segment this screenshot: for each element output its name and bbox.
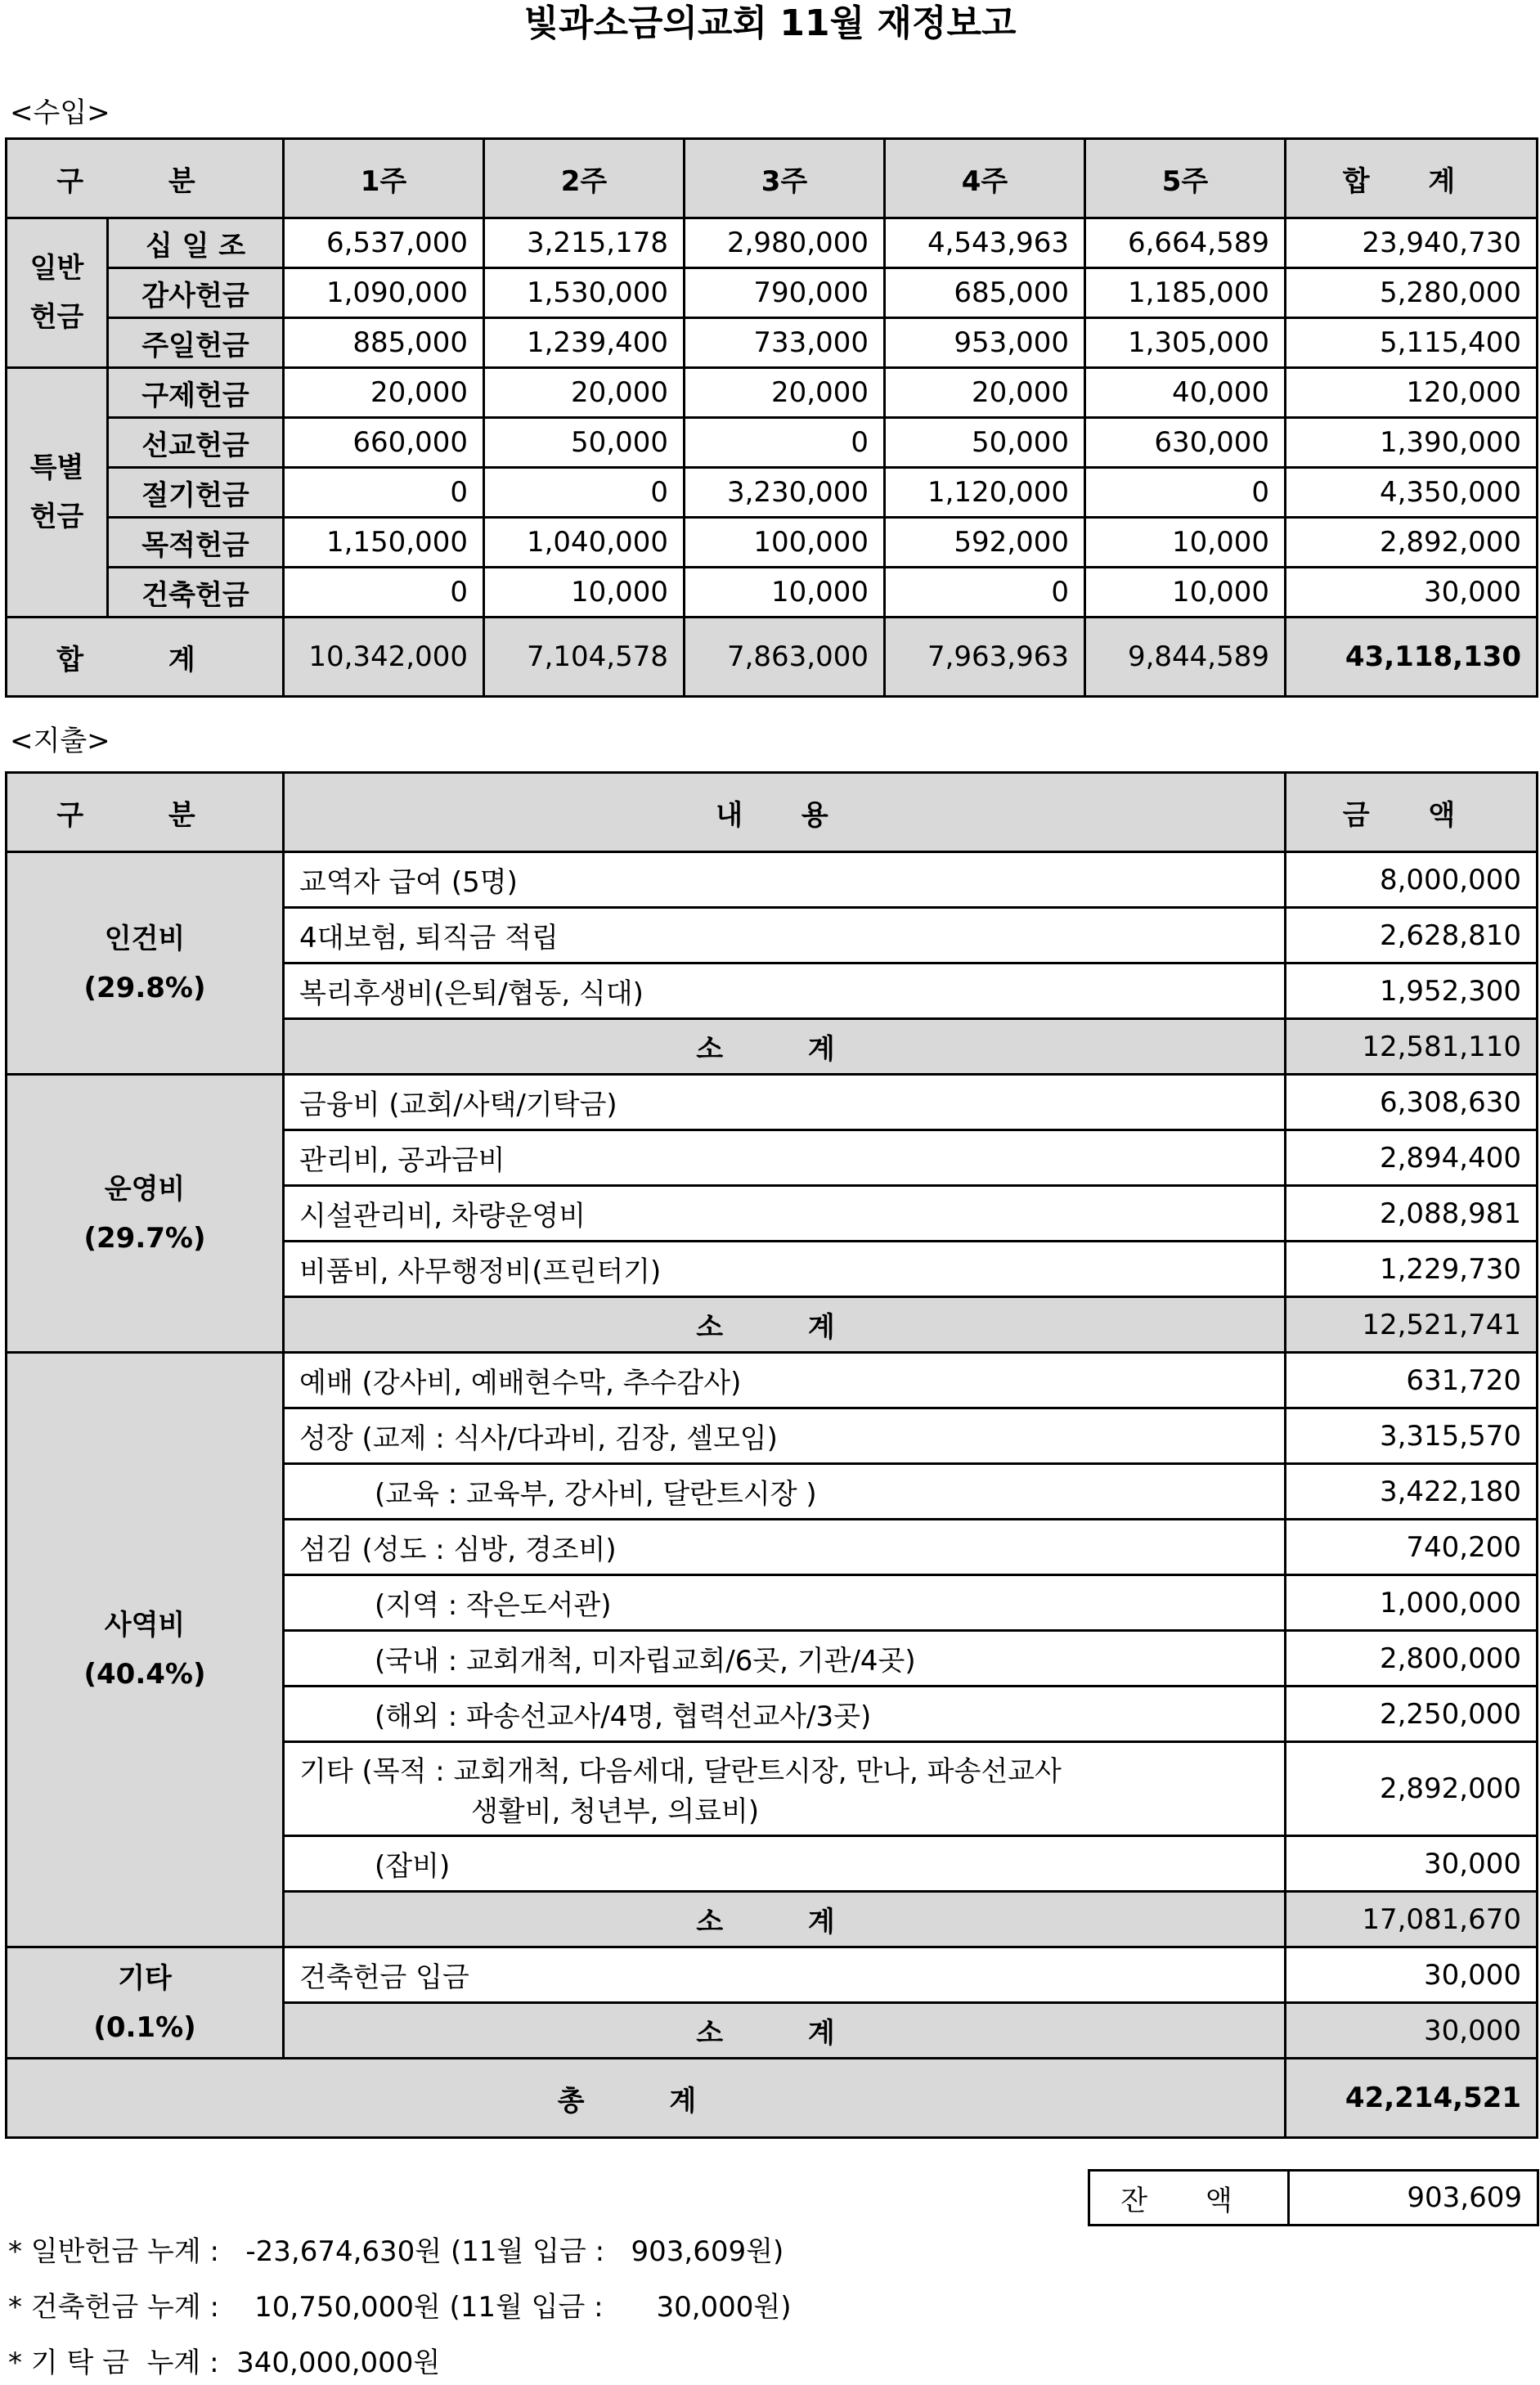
item-text: 섬김 (성도 : 심방, 경조비) [284, 1520, 1286, 1575]
cell-row-total: 2,892,000 [1286, 518, 1538, 568]
cell-value: 1,305,000 [1085, 318, 1286, 368]
grand-total-row [7, 2059, 1538, 2138]
col-header-week2: 2주 [484, 139, 685, 218]
item-text: 교역자 급여 (5명) [284, 852, 1286, 908]
row-label: 구제헌금 [108, 368, 284, 418]
income-section-label: <수입> [10, 97, 110, 129]
cell-value: 6,537,000 [284, 218, 484, 268]
cell-value: 20,000 [885, 368, 1085, 418]
item-text: 4대보험, 퇴직금 적립 [284, 908, 1286, 963]
row-label: 절기헌금 [108, 468, 284, 518]
cell-row-total: 5,115,400 [1286, 318, 1538, 368]
total-week3: 7,863,000 [685, 618, 885, 697]
item-amount: 1,952,300 [1286, 963, 1538, 1019]
cell-value: 953,000 [885, 318, 1085, 368]
cell-value: 0 [1085, 468, 1286, 518]
col-header-total: 합 계 [1286, 139, 1538, 218]
page-title: 빛과소금의교회 11월 재정보고 [523, 2, 1017, 44]
item-amount: 631,720 [1286, 1353, 1538, 1408]
table-row [7, 568, 1538, 618]
grand-total-amount: 42,214,521 [1286, 2059, 1538, 2138]
total-week5: 9,844,589 [1085, 618, 1286, 697]
item-amount: 2,894,400 [1286, 1130, 1538, 1186]
table-row [7, 1075, 1538, 1130]
item-amount: 2,800,000 [1286, 1631, 1538, 1687]
expense-section-label: <지출> [10, 725, 110, 757]
item-text: 관리비, 공과금비 [284, 1130, 1286, 1186]
category-pct: (0.1%) [93, 2010, 196, 2044]
item-amount: 2,088,981 [1286, 1186, 1538, 1242]
income-table [5, 137, 1538, 698]
balance-value: 903,609 [1289, 2171, 1538, 2226]
category-operations [7, 1075, 284, 1353]
cell-value: 1,530,000 [484, 268, 685, 318]
cell-value: 10,000 [484, 568, 685, 618]
cell-value: 733,000 [685, 318, 885, 368]
cell-value: 1,185,000 [1085, 268, 1286, 318]
subtotal-label: 소 계 [284, 2003, 1286, 2059]
col-header-amount: 금 액 [1286, 773, 1538, 852]
item-text: 금융비 (교회/사택/기탁금) [284, 1075, 1286, 1130]
cell-value: 660,000 [284, 418, 484, 468]
cell-value: 685,000 [885, 268, 1085, 318]
cell-value: 100,000 [685, 518, 885, 568]
total-week4: 7,963,963 [885, 618, 1085, 697]
total-row [7, 618, 1538, 697]
subtotal-label: 소 계 [284, 1297, 1286, 1353]
total-week1: 10,342,000 [284, 618, 484, 697]
row-label: 건축헌금 [108, 568, 284, 618]
category-name: 사역비 [104, 1609, 186, 1642]
note-deposit-cumulative: * 기 탁 금 누계 : 340,000,000원 [8, 2347, 441, 2379]
cell-row-total: 30,000 [1286, 568, 1538, 618]
cell-value: 2,980,000 [685, 218, 885, 268]
cell-row-total: 4,350,000 [1286, 468, 1538, 518]
category-ministry [7, 1353, 284, 1947]
subtotal-amount: 12,581,110 [1286, 1019, 1538, 1075]
table-row [7, 418, 1538, 468]
item-text: 성장 (교제 : 식사/다과비, 김장, 셀모임) [284, 1408, 1286, 1464]
col-header-week4: 4주 [885, 139, 1085, 218]
total-row-label: 합 계 [7, 618, 284, 697]
table-row [7, 1947, 1538, 2003]
table-row [7, 368, 1538, 418]
item-text: (해외 : 파송선교사/4명, 협력선교사/3곳) [284, 1687, 1286, 1742]
item-text: 예배 (강사비, 예배현수막, 추수감사) [284, 1353, 1286, 1408]
balance-label: 잔 액 [1089, 2171, 1289, 2226]
category-pct: (29.7%) [83, 1221, 206, 1255]
subtotal-label: 소 계 [284, 1892, 1286, 1947]
cell-value: 4,543,963 [885, 218, 1085, 268]
category-personnel [7, 852, 284, 1075]
item-text: (잡비) [284, 1836, 1286, 1892]
col-header-week3: 3주 [685, 139, 885, 218]
item-amount: 30,000 [1286, 1836, 1538, 1892]
table-row [7, 318, 1538, 368]
expense-table [5, 771, 1538, 2139]
item-text: (지역 : 작은도서관) [284, 1575, 1286, 1631]
cell-value: 50,000 [885, 418, 1085, 468]
item-amount: 2,628,810 [1286, 908, 1538, 963]
table-row [7, 268, 1538, 318]
item-amount: 2,892,000 [1286, 1742, 1538, 1836]
row-label: 십 일 조 [108, 218, 284, 268]
category-pct: (29.8%) [83, 971, 206, 1004]
col-header-content: 내 용 [284, 773, 1286, 852]
subtotal-amount: 17,081,670 [1286, 1892, 1538, 1947]
cell-value: 885,000 [284, 318, 484, 368]
total-week2: 7,104,578 [484, 618, 685, 697]
table-row [7, 1353, 1538, 1408]
item-amount: 3,315,570 [1286, 1408, 1538, 1464]
cell-value: 592,000 [885, 518, 1085, 568]
item-text: 복리후생비(은퇴/협동, 식대) [284, 963, 1286, 1019]
item-amount: 740,200 [1286, 1520, 1538, 1575]
row-label: 선교헌금 [108, 418, 284, 468]
cell-value: 1,120,000 [885, 468, 1085, 518]
item-text: 시설관리비, 차량운영비 [284, 1186, 1286, 1242]
row-label: 주일헌금 [108, 318, 284, 368]
item-amount: 1,229,730 [1286, 1242, 1538, 1297]
note-building-cumulative: * 건축헌금 누계 : 10,750,000원 (11월 입금 : 30,000원) [8, 2291, 792, 2324]
table-row [7, 518, 1538, 568]
category-name: 기타 [118, 1961, 172, 1995]
cell-value: 10,000 [1085, 518, 1286, 568]
item-text-line1: 기타 (목적 : 교회개척, 다음세대, 달란트시장, 만나, 파송선교사 [299, 1755, 1062, 1788]
item-amount: 2,250,000 [1286, 1687, 1538, 1742]
item-text: (교육 : 교육부, 강사비, 달란트시장 ) [284, 1464, 1286, 1520]
cell-value: 3,230,000 [685, 468, 885, 518]
cell-value: 6,664,589 [1085, 218, 1286, 268]
subtotal-amount: 12,521,741 [1286, 1297, 1538, 1353]
cell-row-total: 23,940,730 [1286, 218, 1538, 268]
item-amount: 8,000,000 [1286, 852, 1538, 908]
subtotal-amount: 30,000 [1286, 2003, 1538, 2059]
col-header-category: 구 분 [7, 773, 284, 852]
group-label-special: 특별 헌금 [7, 368, 108, 618]
col-header-category: 구 분 [7, 139, 284, 218]
cell-value: 20,000 [685, 368, 885, 418]
cell-row-total: 1,390,000 [1286, 418, 1538, 468]
item-text: (국내 : 교회개척, 미자립교회/6곳, 기관/4곳) [284, 1631, 1286, 1687]
row-label: 목적헌금 [108, 518, 284, 568]
item-amount: 6,308,630 [1286, 1075, 1538, 1130]
item-amount: 3,422,180 [1286, 1464, 1538, 1520]
income-grand-total: 43,118,130 [1286, 618, 1538, 697]
cell-value: 630,000 [1085, 418, 1286, 468]
cell-value: 50,000 [484, 418, 685, 468]
group-label-general: 일반 헌금 [7, 218, 108, 368]
item-text-line2: 생활비, 청년부, 의료비) [471, 1795, 760, 1828]
item-text: 비품비, 사무행정비(프린터기) [284, 1242, 1286, 1297]
item-text: 건축헌금 입금 [284, 1947, 1286, 2003]
subtotal-label: 소 계 [284, 1019, 1286, 1075]
cell-value: 790,000 [685, 268, 885, 318]
cell-value: 0 [885, 568, 1085, 618]
category-name: 운영비 [104, 1172, 186, 1206]
col-header-week5: 5주 [1085, 139, 1286, 218]
cell-value: 1,150,000 [284, 518, 484, 568]
cell-value: 20,000 [284, 368, 484, 418]
grand-total-label: 총 계 [7, 2059, 1286, 2138]
cell-value: 10,000 [1085, 568, 1286, 618]
item-amount: 1,000,000 [1286, 1575, 1538, 1631]
cell-value: 1,040,000 [484, 518, 685, 568]
item-amount: 30,000 [1286, 1947, 1538, 2003]
cell-value: 1,090,000 [284, 268, 484, 318]
cell-value: 20,000 [484, 368, 685, 418]
balance-table [1088, 2169, 1539, 2226]
category-name: 인건비 [104, 922, 186, 955]
category-pct: (40.4%) [83, 1658, 206, 1691]
cell-value: 0 [284, 568, 484, 618]
table-row [7, 852, 1538, 908]
category-other [7, 1947, 284, 2059]
table-row [7, 468, 1538, 518]
cell-row-total: 120,000 [1286, 368, 1538, 418]
row-label: 감사헌금 [108, 268, 284, 318]
cell-value: 0 [284, 468, 484, 518]
cell-value: 40,000 [1085, 368, 1286, 418]
cell-value: 10,000 [685, 568, 885, 618]
cell-value: 3,215,178 [484, 218, 685, 268]
table-row [7, 218, 1538, 268]
item-text-multiline [284, 1742, 1286, 1836]
cell-row-total: 5,280,000 [1286, 268, 1538, 318]
cell-value: 0 [685, 418, 885, 468]
note-general-cumulative: * 일반헌금 누계 : -23,674,630원 (11월 입금 : 903,609원) [8, 2235, 784, 2268]
col-header-week1: 1주 [284, 139, 484, 218]
cell-value: 0 [484, 468, 685, 518]
cell-value: 1,239,400 [484, 318, 685, 368]
